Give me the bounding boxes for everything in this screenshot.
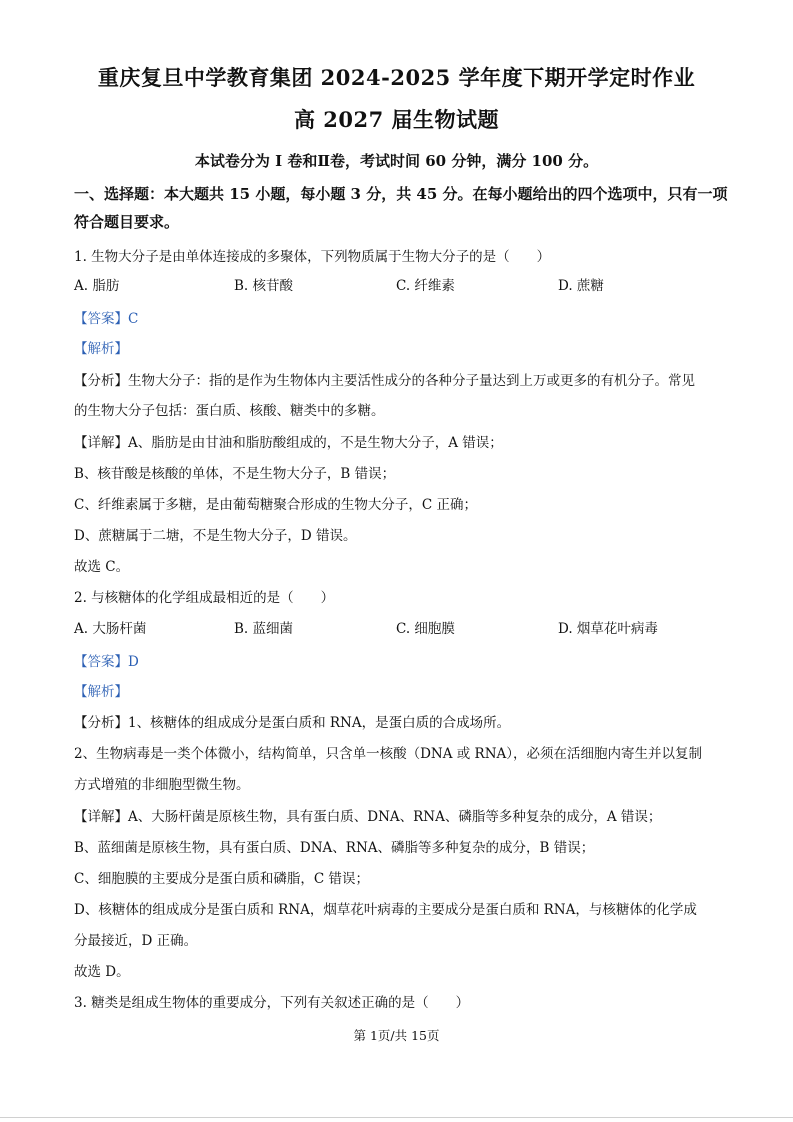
q1-conclusion: 故选 C。 (74, 559, 130, 575)
q1-stem: 1. 生物大分子是由单体连接成的多聚体，下列物质属于生物大分子的是（ ） (74, 249, 551, 265)
page-bottom-divider (0, 1117, 793, 1118)
exam-subtitle: 高 2027 届生物试题 (293, 107, 500, 132)
q2-option-b: B. 蓝细菌 (234, 621, 294, 637)
q2-analysis-line: 分最接近，D 正确。 (74, 933, 198, 949)
q2-analysis-line: 方式增殖的非细胞型微生物。 (74, 777, 250, 793)
q2-analysis-line: D、核糖体的组成成分是蛋白质和 RNA，烟草花叶病毒的主要成分是蛋白质和 RNA，与核糖体的化学成 (74, 902, 697, 918)
q1-option-c: C. 纤维素 (396, 278, 455, 294)
q1-option-b: B. 核苷酸 (234, 278, 294, 294)
q1-analysis-line: 【分析】生物大分子：指的是作为生物体内主要活性成分的各种分子量达到上万或更多的有机分子。常见 (74, 373, 695, 389)
q2-option-a: A. 大肠杆菌 (74, 621, 147, 637)
q1-options (74, 274, 734, 294)
q1-option-a: A. 脂肪 (74, 278, 120, 294)
section-heading: 一、选择题：本大题共 15 小题，每小题 3 分，共 45 分。在每小题给出的四个选项中，只有一项符合题目要求。 (74, 185, 728, 231)
q2-stem: 2. 与核糖体的化学组成最相近的是（ ） (74, 590, 335, 606)
q3-stem: 3. 糖类是组成生物体的重要成分，下列有关叙述正确的是（ ） (74, 995, 470, 1011)
q2-analysis-line: 2、生物病毒是一类个体微小，结构简单，只含单一核酸（DNA 或 RNA），必须在活细胞内寄生并以复制 (74, 746, 703, 762)
q2-analysis-line: B、蓝细菌是原核生物，具有蛋白质、DNA、RNA、磷脂等多种复杂的成分，B 错误； (74, 840, 595, 856)
q1-analysis-line: C、纤维素属于多糖，是由葡萄糖聚合形成的生物大分子，C 正确； (74, 497, 477, 513)
q2-options (74, 617, 734, 637)
q2-option-d: D. 烟草花叶病毒 (558, 621, 658, 637)
q2-analysis-line: 【详解】A、大肠杆菌是原核生物，具有蛋白质、DNA、RNA、磷脂等多种复杂的成分，A 错误； (74, 809, 662, 825)
q1-option-d: D. 蔗糖 (558, 278, 604, 294)
q1-answer: 【答案】C (74, 311, 139, 327)
q2-analysis-line: 【分析】1、核糖体的组成成分是蛋白质和 RNA，是蛋白质的合成场所。 (74, 715, 511, 731)
exam-note: 本试卷分为 I 卷和Ⅱ卷，考试时间 60 分钟，满分 100 分。 (194, 152, 599, 170)
q2-answer: 【答案】D (74, 654, 139, 670)
q1-analysis-line: 的生物大分子包括：蛋白质、核酸、糖类中的多糖。 (74, 403, 385, 419)
q1-analysis-line: B、核苷酸是核酸的单体，不是生物大分子，B 错误； (74, 466, 396, 482)
q1-analysis-line: D、蔗糖属于二塘，不是生物大分子，D 错误。 (74, 528, 357, 544)
q2-analysis-label: 【解析】 (74, 684, 128, 700)
q2-option-c: C. 细胞膜 (396, 621, 455, 637)
exam-title: 重庆复旦中学教育集团 2024-2025 学年度下期开学定时作业 (97, 65, 696, 90)
q2-conclusion: 故选 D。 (74, 964, 130, 980)
q1-analysis-label: 【解析】 (74, 341, 128, 357)
q1-analysis-line: 【详解】A、脂肪是由甘油和脂肪酸组成的，不是生物大分子，A 错误； (74, 435, 503, 451)
q2-analysis-line: C、细胞膜的主要成分是蛋白质和磷脂，C 错误； (74, 871, 369, 887)
page-footer: 第 1页/共 15页 (353, 1028, 440, 1043)
